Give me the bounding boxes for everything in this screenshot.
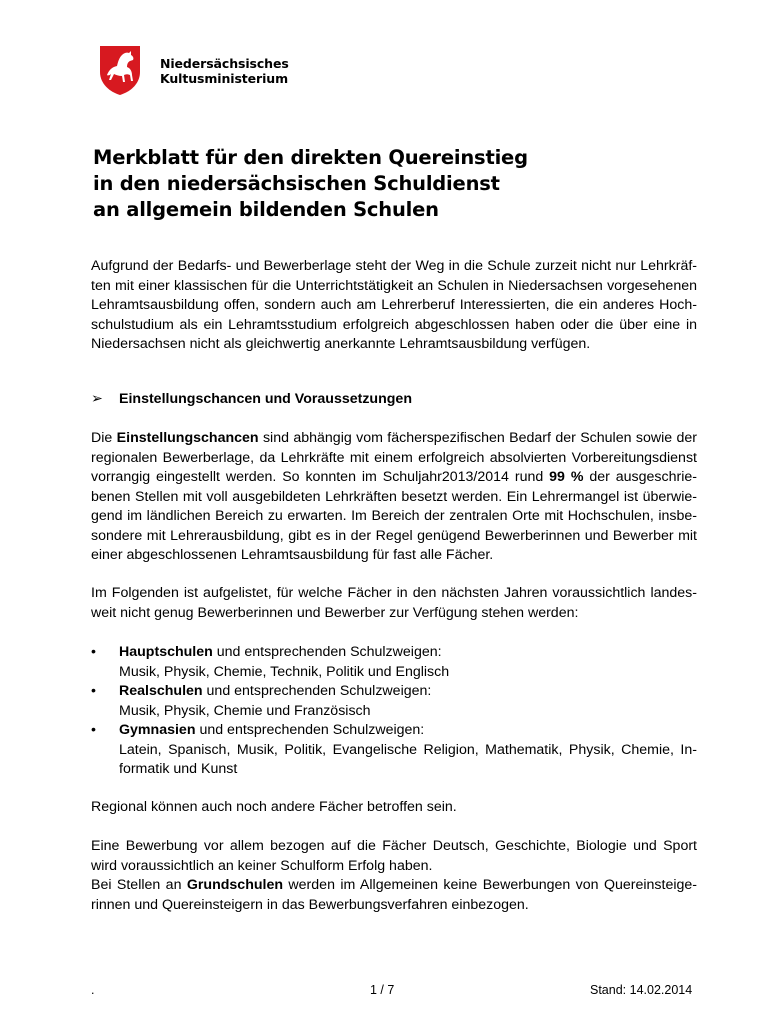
list-item-heading — [119, 721, 697, 741]
text-run: vorrangig eingestellt werden. So konnten im Schuljahr2013/2014 rund — [91, 469, 550, 485]
bold-text-run: 99 % — [549, 469, 584, 485]
text-run: werden im Allgemeinen keine Bewerbungen von Quereinsteige- — [283, 877, 697, 893]
section-heading — [91, 389, 412, 409]
school-type-list — [91, 643, 697, 780]
bold-text-run: Einstellungschancen — [116, 430, 259, 446]
bold-text-run: Hauptschulen — [119, 644, 213, 660]
para-line: gend im ländlichen Bereich zu erwarten. Im Bereich der zentralen Orte mit Hochschulen, insbe- — [91, 508, 697, 524]
list-item-subjects: formatik und Kunst — [119, 761, 238, 777]
para-line — [91, 468, 697, 488]
application-paragraph — [91, 837, 697, 915]
title-line-3: an allgemein bildenden Schulen — [93, 198, 439, 221]
para-line: regionalen Bewerberlage, da Lehrkräfte mit einem erfolgreich absolvierten Vorbereitungsdienst — [91, 449, 697, 466]
para-line: einer abgeschlossenen Lehramtsausbildung für fast alle Fächer. — [91, 547, 494, 563]
para-line — [91, 429, 697, 449]
para-line: weit nicht genug Bewerberinnen und Bewerber zur Verfügung stehen werden: — [91, 604, 579, 621]
bold-text-run: Gymnasien — [119, 722, 196, 738]
intro-line: Lehramtsausbildung offen, sondern auch am Lehrerberuf Interessierten, die ein anderes Hoch- — [91, 297, 697, 313]
intro-line: ten mit einer klassischen für die Unterrichtstätigkeit an Schulen in Niedersachsen vorgesehenen — [91, 277, 697, 294]
ministry-line-1: Niedersächsisches — [160, 56, 289, 71]
ministry-line-2: Kultusministerium — [160, 71, 289, 86]
ministry-name — [160, 56, 289, 86]
subjects-intro-paragraph — [91, 584, 697, 623]
list-item-subjects: Latein, Spanisch, Musik, Politik, Evangelische Religion, Mathematik, Physik, Chemie, In- — [119, 741, 697, 758]
text-run: Die — [91, 430, 117, 446]
regional-paragraph — [91, 798, 697, 818]
intro-line: Niedersachsen nicht als gleichwertig anerkannte Lehramtsausbildung verfügen. — [91, 336, 591, 352]
bullet-icon: • — [91, 722, 96, 738]
para-line: benen Stellen mit voll ausgebildeten Lehrkräften besetzt werden. Ein Lehrermangel ist überwie- — [91, 488, 697, 505]
text-run: der ausgeschrie- — [583, 469, 697, 485]
bold-text-run: Grundschulen — [186, 877, 284, 893]
intro-paragraph — [91, 257, 697, 355]
footer-dot: . — [91, 983, 95, 997]
page-number: 1 / 7 — [370, 983, 395, 997]
title-line-1: Merkblatt für den direkten Quereinstieg — [93, 146, 528, 169]
para-line: Im Folgenden ist aufgelistet, für welche Fächer in den nächsten Jahren voraussichtlich landes- — [91, 585, 697, 601]
list-item-subjects: Musik, Physik, Chemie und Französisch — [119, 702, 371, 719]
intro-line: schulstudium als ein Lehramtsstudium erfolgreich abgeschlossen haben oder die über eine in — [91, 316, 697, 333]
bullet-icon: • — [91, 644, 96, 660]
para-line: sondere mit Lehrerausbildung, gibt es in der Regel genügend Bewerberinnen und Bewerber mit — [91, 527, 697, 544]
para-line: wird voraussichtlich an keiner Schulform Erfolg haben. — [91, 857, 433, 874]
bullet-icon: • — [91, 683, 96, 699]
list-item-subjects: Musik, Physik, Chemie, Technik, Politik und Englisch — [119, 663, 450, 680]
para-line — [91, 876, 697, 896]
text-run: und entsprechenden Schulzweigen: — [202, 683, 432, 699]
intro-line: Aufgrund der Bedarfs- und Bewerberlage steht der Weg in die Schule zurzeit nicht nur Lehrkräf- — [91, 258, 697, 274]
arrow-bullet-icon: ➢ — [91, 391, 103, 407]
list-item-heading — [119, 682, 697, 702]
para-line: Regional können auch noch andere Fächer betroffen sein. — [91, 799, 457, 815]
text-run: und entsprechenden Schulzweigen: — [195, 722, 425, 738]
bold-text-run: Realschulen — [119, 683, 203, 699]
lower-saxony-horse-crest-icon — [96, 44, 144, 96]
title-line-2: in den niedersächsischen Schuldienst — [93, 172, 500, 195]
footer-date: Stand: 14.02.2014 — [590, 983, 693, 997]
text-run: Bei Stellen an — [91, 877, 187, 893]
list-item — [91, 721, 697, 780]
text-run: und entsprechenden Schulzweigen: — [212, 644, 442, 660]
chances-paragraph — [91, 429, 697, 566]
para-line: rinnen und Quereinsteigern in das Bewerbungsverfahren einbezogen. — [91, 896, 529, 913]
para-line: Eine Bewerbung vor allem bezogen auf die Fächer Deutsch, Geschichte, Biologie und Sport — [91, 838, 697, 854]
list-item — [91, 643, 697, 682]
list-item — [91, 682, 697, 721]
section-heading-text: Einstellungschancen und Voraussetzungen — [119, 391, 412, 407]
list-item-heading — [119, 643, 697, 663]
document-title — [93, 145, 693, 223]
text-run: sind abhängig vom fächerspezifischen Bedarf der Schulen sowie der — [258, 430, 697, 446]
